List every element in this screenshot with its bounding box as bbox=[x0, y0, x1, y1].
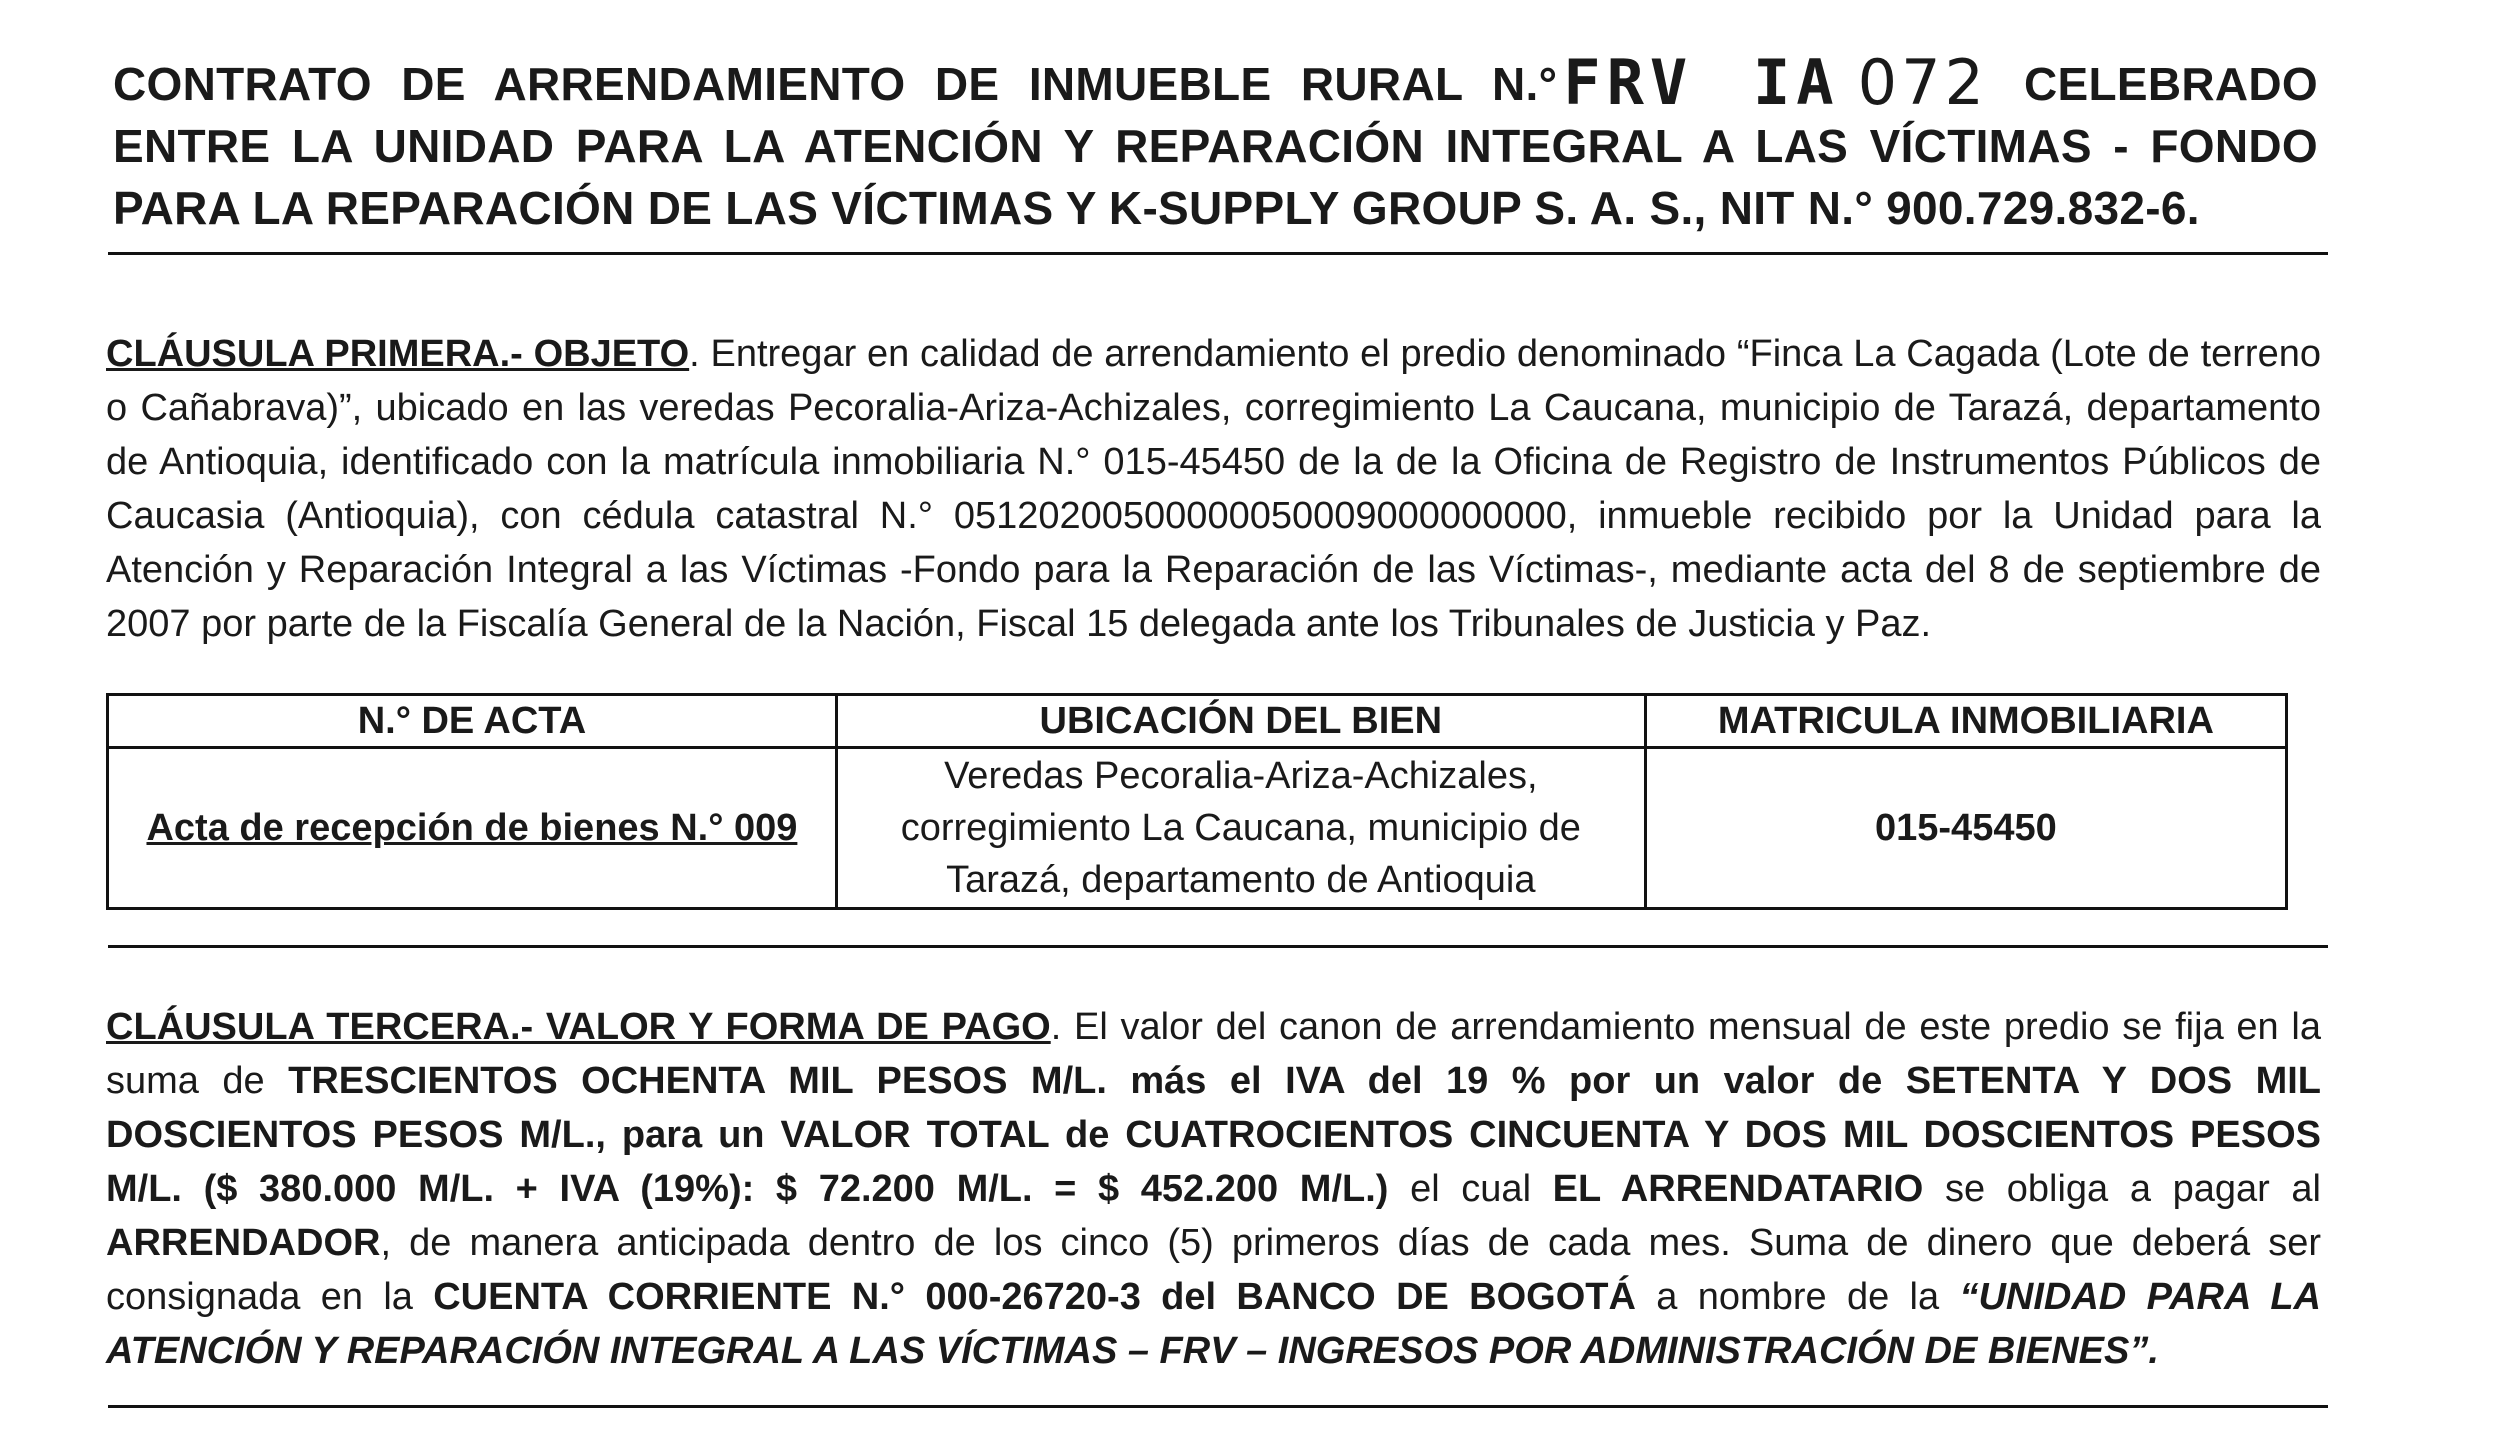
divider bbox=[108, 1405, 2328, 1408]
arrendatario: EL ARRENDATARIO bbox=[1552, 1168, 1924, 1210]
clause-first bbox=[106, 327, 2321, 651]
clause-third-text-5: a nombre de la bbox=[1635, 1276, 1960, 1318]
cell-ubicacion: Veredas Pecoralia-Ariza-Achizales, corregimiento La Caucana, municipio de Tarazá, departamento de Antioquia bbox=[836, 748, 1645, 909]
header-matricula: MATRICULA INMOBILIARIA bbox=[1645, 695, 2286, 748]
header-ubicacion: UBICACIÓN DEL BIEN bbox=[836, 695, 1645, 748]
cell-acta: Acta de recepción de bienes N.° 009 bbox=[108, 748, 837, 909]
cell-matricula: 015-45450 bbox=[1645, 748, 2286, 909]
clause-third-text-3: se obliga a pagar al bbox=[1923, 1168, 2322, 1210]
amount-text: TRESCIENTOS OCHENTA MIL PESOS M/L. más el IVA del 19 % por un valor de SETENTA Y DOS MIL DOSCIENTOS PESOS M/L., para un VALOR TOTAL de CUATROCIENTOS CINCUENTA Y DOS MIL DOSCIENTOS PESOS M/L. ($ 380.000 M/L. + IVA (19%): $ 72.200 M/L. = $ 452.200 M/L.) bbox=[106, 1060, 2321, 1210]
title-suffix: CELEBRADO ENTRE LA UNIDAD PARA LA ATENCIÓN Y REPARACIÓN INTEGRAL A LAS VÍCTIMAS - FONDO PARA LA REPARACIÓN DE LAS VÍCTIMAS Y K-SUPPLY GROUP S. A. S., NIT N.° 900.729.832-6. bbox=[113, 58, 2319, 234]
divider bbox=[108, 252, 2328, 255]
title-prefix: CONTRATO DE ARRENDAMIENTO DE INMUEBLE RURAL N.° bbox=[113, 58, 1558, 110]
account-holder: “UNIDAD PARA LA ATENCIÓN Y REPARACIÓN INTEGRAL A LAS VÍCTIMAS – FRV – INGRESOS POR ADMINISTRACIÓN DE BIENES”. bbox=[106, 1276, 2322, 1372]
property-table bbox=[106, 693, 2288, 910]
clause-third-text-2: el cual bbox=[1388, 1168, 1553, 1210]
contract-title bbox=[113, 46, 2319, 239]
clause-third-text-1: . El valor del canon de arrendamiento mensual de este predio se fija en la suma de bbox=[106, 1006, 2321, 1102]
clause-third-text-4: , de manera anticipada dentro de los cinco (5) primeros días de cada mes. Suma de dinero que deberá ser consignada en la bbox=[106, 1222, 2321, 1318]
clause-first-body: . Entregar en calidad de arrendamiento el predio denominado “Finca La Cagada (Lote de terreno o Cañabrava)”, ubicado en las veredas Pecoralia-Ariza-Achizales, corregimiento La Caucana, municipio de Tarazá, departamento de Antioquia, identificado con la matrícula inmobiliaria N.° 015-45450 de la de la Oficina de Registro de Instrumentos Públicos de Caucasia (Antioquia), con cédula catastral N.° 05120200500000050009000000000, inmueble recibido por la Unidad para la Atención y Reparación Integral a las Víctimas -Fondo para la Reparación de las Víctimas-, mediante acta del 8 de septiembre de 2007 por parte de la Fiscalía General de la Nación, Fiscal 15 delegada ante los Tribunales de Justicia y Paz. bbox=[106, 333, 2321, 645]
divider bbox=[108, 945, 2328, 948]
header-acta: N.° DE ACTA bbox=[108, 695, 837, 748]
clause-third bbox=[106, 1000, 2321, 1378]
arrendador: ARRENDADOR bbox=[106, 1222, 381, 1264]
contract-number: 072 bbox=[1857, 46, 1988, 119]
clause-third-title: CLÁUSULA TERCERA.- VALOR Y FORMA DE PAGO bbox=[106, 1006, 1051, 1048]
contract-code-stamp: FRV IA bbox=[1563, 46, 1840, 119]
clause-first-title: CLÁUSULA PRIMERA.- OBJETO bbox=[106, 333, 690, 375]
table-row bbox=[108, 748, 2287, 909]
bank-account: CUENTA CORRIENTE N.° 000-26720-3 del BANCO DE BOGOTÁ bbox=[433, 1276, 1636, 1318]
table-header-row bbox=[108, 695, 2287, 748]
